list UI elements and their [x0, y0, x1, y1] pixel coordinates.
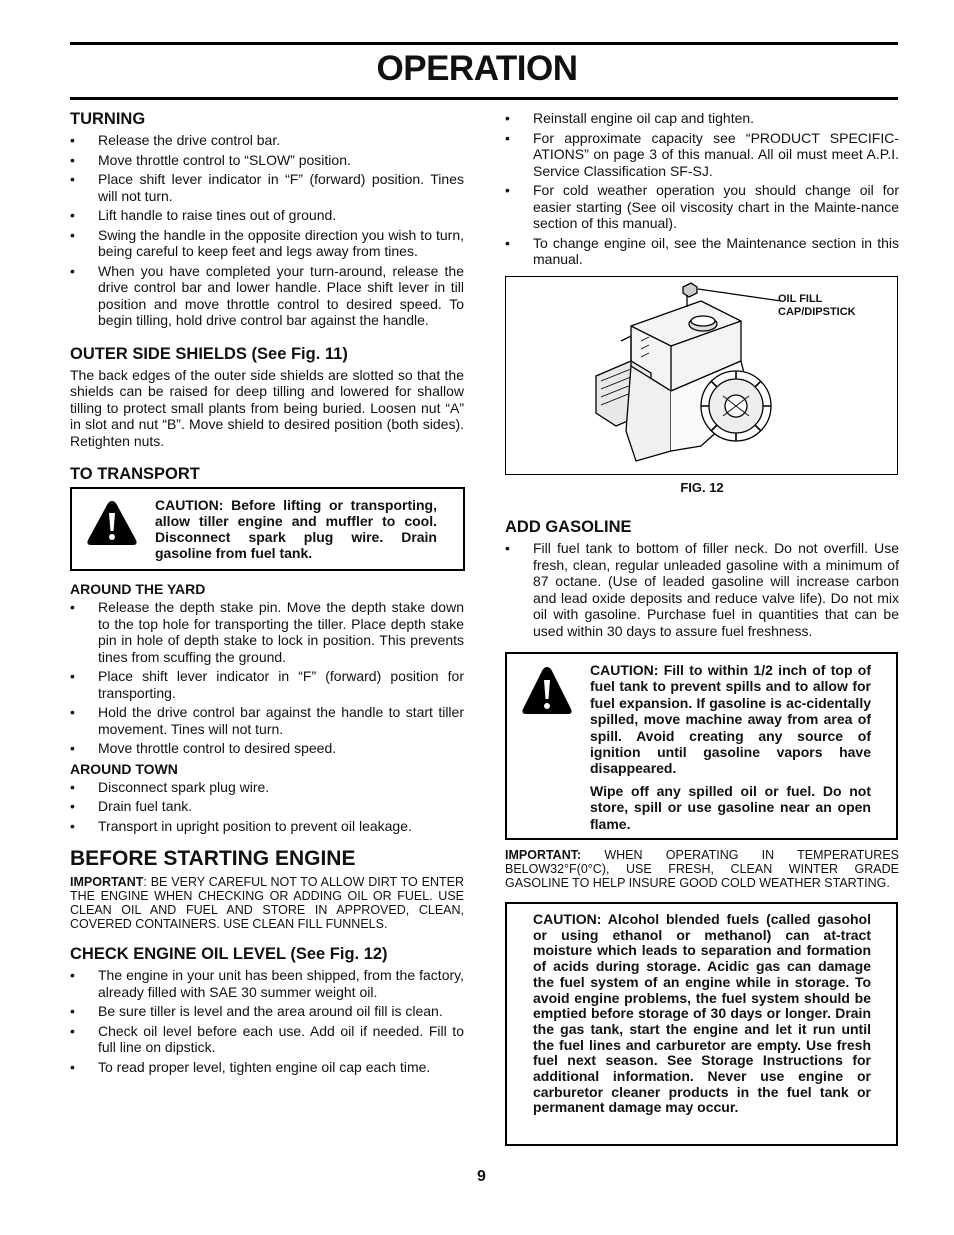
- list-item: • The engine in your unit has been shipped, from the factory, already filled with SAE 30 summer weight oil.: [70, 967, 464, 1000]
- alcohol-caution-text: CAUTION: Alcohol blended fuels (called gasohol or using ethanol or methanol) can at-tract moisture which leads to separation and formation of acids during storage. Acidic gas can damage the fuel system of an engine while in storage. To avoid engine problems, the fuel system should be emptied before storage of 30 days or longer. Drain the gas tank, start the engine and let it run until the fuel lines and carburetor are empty. Use fresh fuel next season. See Storage Instructions for additional information. Never use engine or carburetor cleaner products in the fuel tank or permanent damage may occur.: [533, 911, 871, 1116]
- gasoline-heading: ADD GASOLINE: [505, 518, 632, 536]
- left-column: [70, 110, 464, 1078]
- list-item: • Hold the drive control bar against the handle to start tiller movement. Tines will not turn.: [70, 704, 464, 737]
- list-item: • Release the depth stake pin. Move the depth stake down to the top hole for transporting the tiller. Place depth stake pin in hole of depth stake to lock in position. This prevents tines from scuffing the ground.: [70, 599, 464, 665]
- gasoline-important: [505, 848, 899, 890]
- oil-check-list: [70, 967, 464, 1075]
- important-label: IMPORTANT:: [505, 848, 582, 862]
- before-start-heading: BEFORE STARTING ENGINE: [70, 847, 356, 870]
- fuel-caution-paragraph: Wipe off any spilled oil or fuel. Do not store, spill or use gasoline near an open flame.: [590, 782, 871, 832]
- fuel-caution-box: [505, 652, 898, 840]
- town-heading: AROUND TOWN: [70, 760, 178, 777]
- turning-heading: TURNING: [70, 110, 146, 128]
- oil-check-heading: CHECK ENGINE OIL LEVEL (See Fig. 12): [70, 945, 388, 963]
- list-item: • Place shift lever indicator in “F” (forward) position. Tines will not turn.: [70, 171, 464, 204]
- list-item: • Swing the handle in the opposite direction you wish to turn, being careful to keep feet and legs away from tines.: [70, 227, 464, 260]
- list-item: • For cold weather operation you should change oil for easier starting (See oil viscosity chart in the Mainte-nance section of this manual).: [505, 182, 899, 232]
- list-item: • Lift handle to raise tines out of ground.: [70, 207, 464, 224]
- list-item: • Release the drive control bar.: [70, 132, 464, 149]
- warning-icon: [520, 664, 574, 718]
- turning-section: [70, 110, 464, 329]
- list-item: • Move throttle control to “SLOW” position.: [70, 152, 464, 169]
- fuel-caution-text: [590, 662, 871, 832]
- gasoline-list: [505, 540, 899, 639]
- list-item: • Fill fuel tank to bottom of filler neck. Do not overfill. Use fresh, clean, regular unleaded gasoline with a minimum of 87 octane. (Use of leaded gasoline will increase carbon and lead oxide deposits and reduce valve life). Do not mix oil with gasoline. Purchase fuel in quantities that can be used within 30 days to assure fuel freshness.: [505, 540, 899, 639]
- list-item: • Transport in upright position to prevent oil leakage.: [70, 818, 464, 835]
- transport-section: [70, 465, 464, 834]
- oil-fill-callout: [778, 293, 856, 319]
- list-item: • When you have completed your turn-around, release the drive control bar and lower handle. Place shift lever in till position and move throttle control to desired speed. To begin tilling, hold drive control bar against the handle.: [70, 263, 464, 329]
- transport-heading: TO TRANSPORT: [70, 465, 200, 483]
- oil-check-section: [70, 945, 464, 1075]
- figure-caption: FIG. 12: [680, 479, 724, 495]
- oil-check-list-continued: [505, 110, 899, 268]
- page-number: 9: [477, 1168, 486, 1185]
- transport-caution-box: [70, 487, 465, 571]
- warning-icon: [85, 498, 139, 548]
- figure-12-frame: [505, 276, 898, 475]
- list-item: • For approximate capacity see “PRODUCT SPECIFIC-ATIONS” on page 3 of this manual. All oil must meet A.P.I. Service Classification SF-SJ.: [505, 130, 899, 180]
- list-item: • To change engine oil, see the Maintenance section in this manual.: [505, 235, 899, 268]
- important-text: : BE VERY CAREFUL NOT TO ALLOW DIRT TO ENTER THE ENGINE WHEN CHECKING OR ADDING OIL OR FUEL. USE CLEAN OIL AND FUEL AND STORE IN APPROVED, CLEAN, COVERED CONTAINERS. USE CLEAN FILL FUNNELS.: [70, 875, 464, 931]
- transport-caution-text: CAUTION: Before lifting or transporting, allow tiller engine and muffler to cool. Disconnect spark plug wire. Drain gasoline from fuel tank.: [155, 497, 437, 561]
- turning-list: [70, 132, 464, 329]
- list-item: • Be sure tiller is level and the area around oil fill is clean.: [70, 1003, 464, 1020]
- before-start-important: [70, 875, 464, 931]
- title-underline: [70, 97, 898, 100]
- gasoline-section: [505, 518, 899, 1146]
- list-item: • Drain fuel tank.: [70, 798, 464, 815]
- callout-leader-line: [696, 285, 786, 305]
- list-item: • Reinstall engine oil cap and tighten.: [505, 110, 899, 127]
- fuel-caution-paragraph: CAUTION: Fill to within 1/2 inch of top of fuel tank to prevent spills and to allow for fuel expansion. If gasoline is ac-cidentally spilled, move machine away from area of spill. Avoid creating any source of ignition until gasoline vapors have disappeared.: [590, 662, 871, 777]
- callout-line-1: OIL FILL: [778, 292, 823, 305]
- important-label: IMPORTANT: [70, 875, 144, 889]
- list-item: • Check oil level before each use. Add oil if needed. Fill to full line on dipstick.: [70, 1023, 464, 1056]
- list-item: • Place shift lever indicator in “F” (forward) position for transporting.: [70, 668, 464, 701]
- yard-list: [70, 599, 464, 757]
- right-column: [505, 110, 899, 1146]
- list-item: • To read proper level, tighten engine oil cap each time.: [70, 1059, 464, 1076]
- list-item: • Move throttle control to desired speed.: [70, 740, 464, 757]
- town-list: [70, 779, 464, 835]
- top-rule: [70, 42, 898, 45]
- before-start-section: [70, 846, 464, 931]
- shields-paragraph: The back edges of the outer side shields are slotted so that the shields can be raised for deep tilling and lowered for shallow tilling to protect small plants from being buried. Loosen nut “A” in slot and nut “B”. Move shield to desired position (both sides). Retighten nuts.: [70, 366, 464, 449]
- important-text: WHEN OPERATING IN TEMPERATURES BELOW32°F(0°C), USE FRESH, CLEAN WINTER GRADE GASOLINE TO HELP INSURE GOOD COLD WEATHER STARTING.: [505, 848, 899, 890]
- engine-illustration: [591, 281, 781, 471]
- yard-heading: AROUND THE YARD: [70, 581, 206, 597]
- list-item: • Disconnect spark plug wire.: [70, 779, 464, 796]
- page-title: OPERATION: [376, 49, 578, 88]
- callout-line-2: CAP/DIPSTICK: [778, 305, 856, 318]
- shields-heading: OUTER SIDE SHIELDS (See Fig. 11): [70, 344, 348, 363]
- alcohol-caution-box: [505, 902, 898, 1146]
- shields-section: [70, 345, 464, 450]
